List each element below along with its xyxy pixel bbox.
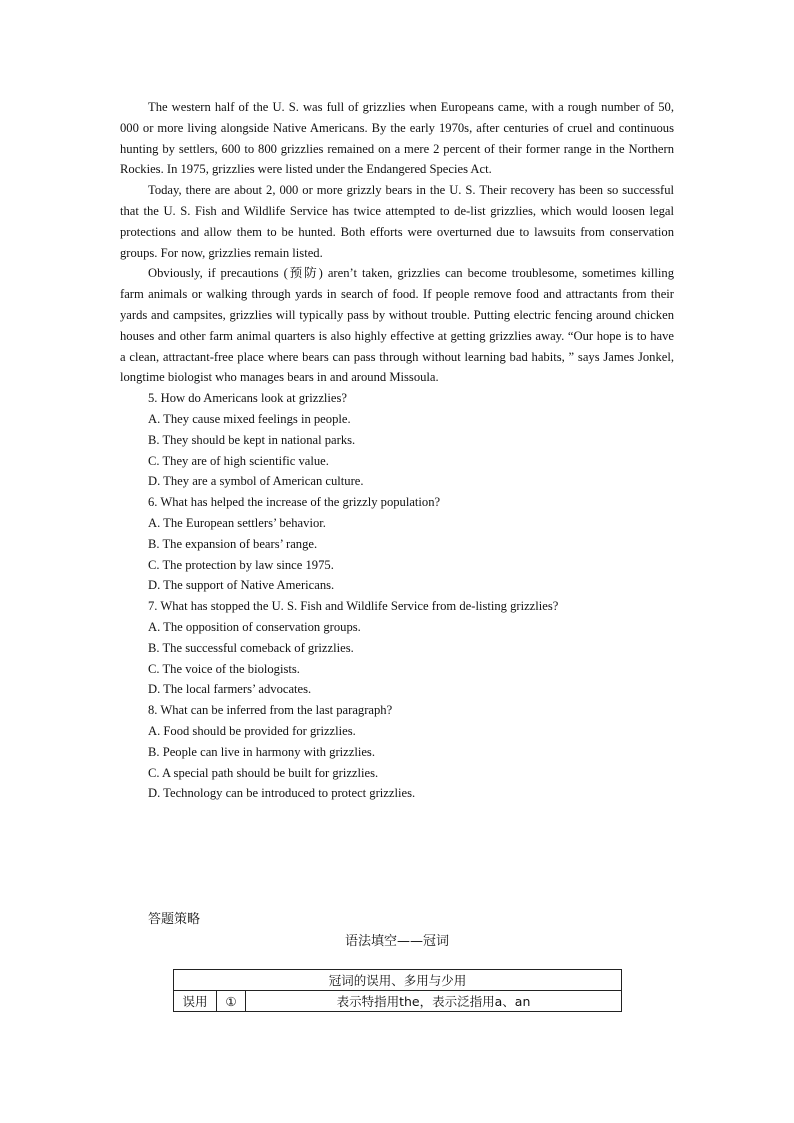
question-5 [120, 388, 674, 492]
option-d: D. The local farmers’ advocates. [148, 682, 312, 697]
option-d: D. The support of Native Americans. [148, 578, 335, 593]
option-d: D. Technology can be introduced to protect grizzlies. [148, 786, 416, 801]
option-c: C. A special path should be built for grizzlies. [148, 765, 379, 780]
grammar-table [173, 969, 622, 1012]
option-c: C. The protection by law since 1975. [148, 557, 334, 572]
paragraph-2: Today, there are about 2, 000 or more grizzly bears in the U. S. Their recovery has been so successful that the U. S. Fish and Wildlife Service has twice attempted to de-list grizzlies, which would loosen legal protections and allow them to be hunted. Both efforts were overturned due to lawsuits from conservation groups. For now, grizzlies remain listed. [120, 183, 674, 260]
strategy-heading: 答题策略 [148, 912, 201, 927]
table-row [174, 991, 622, 1012]
option-c: C. The voice of the biologists. [148, 661, 300, 676]
option-a: A. The European settlers’ behavior. [148, 515, 326, 530]
option-b: B. The successful comeback of grizzlies. [148, 640, 354, 655]
table-header: 冠词的误用、多用与少用 [174, 970, 622, 991]
marker-cell: ① [217, 991, 246, 1012]
question-stem: 6. What has helped the increase of the grizzly population? [148, 495, 441, 510]
option-c: C. They are of high scientific value. [148, 453, 329, 468]
option-a: A. They cause mixed feelings in people. [148, 411, 351, 426]
question-stem: 5. How do Americans look at grizzlies? [148, 391, 347, 406]
question-8 [120, 700, 674, 804]
paragraph-1: The western half of the U. S. was full of grizzlies when Europeans came, with a rough number of 50, 000 or more living alongside Native Americans. By the early 1970s, after centuries of cruel and continuous hunting by settlers, 600 to 800 grizzlies remained on a mere 2 percent of their former range in the Northern Rockies. In 1975, grizzlies were listed under the Endangered Species Act. [120, 100, 674, 177]
option-a: A. Food should be provided for grizzlies. [148, 723, 356, 738]
question-7 [120, 596, 674, 700]
option-b: B. The expansion of bears’ range. [148, 536, 318, 551]
option-a: A. The opposition of conservation groups. [148, 619, 361, 634]
question-stem: 7. What has stopped the U. S. Fish and Wildlife Service from de-listing grizzlies? [148, 599, 559, 614]
option-d: D. They are a symbol of American culture. [148, 474, 364, 489]
section-title: 语法填空——冠词 [344, 934, 449, 949]
question-6 [120, 492, 674, 596]
option-b: B. People can live in harmony with grizzlies. [148, 744, 375, 759]
question-stem: 8. What can be inferred from the last paragraph? [148, 703, 393, 718]
table-header-row [174, 970, 622, 991]
paragraph-3: Obviously, if precautions (预防) aren’t taken, grizzlies can become troublesome, sometimes killing farm animals or walking through yards in search of food. If people remove food and attractants from their yards and campsites, grizzlies will typically pass by without trouble. Putting electric fencing around chicken houses and other farm animal quarters is also highly effective at getting grizzlies away. “Our hope is to have a clean, attractant-free place where bears can pass through without learning bad habits, ” says James Jonkel, longtime biologist who manages bears in and around Missoula. [120, 266, 674, 385]
reading-passage [120, 97, 674, 804]
category-cell: 误用 [174, 991, 217, 1012]
content-cell: 表示特指用the，表示泛指用a、an [246, 991, 622, 1012]
option-b: B. They should be kept in national parks. [148, 432, 356, 447]
